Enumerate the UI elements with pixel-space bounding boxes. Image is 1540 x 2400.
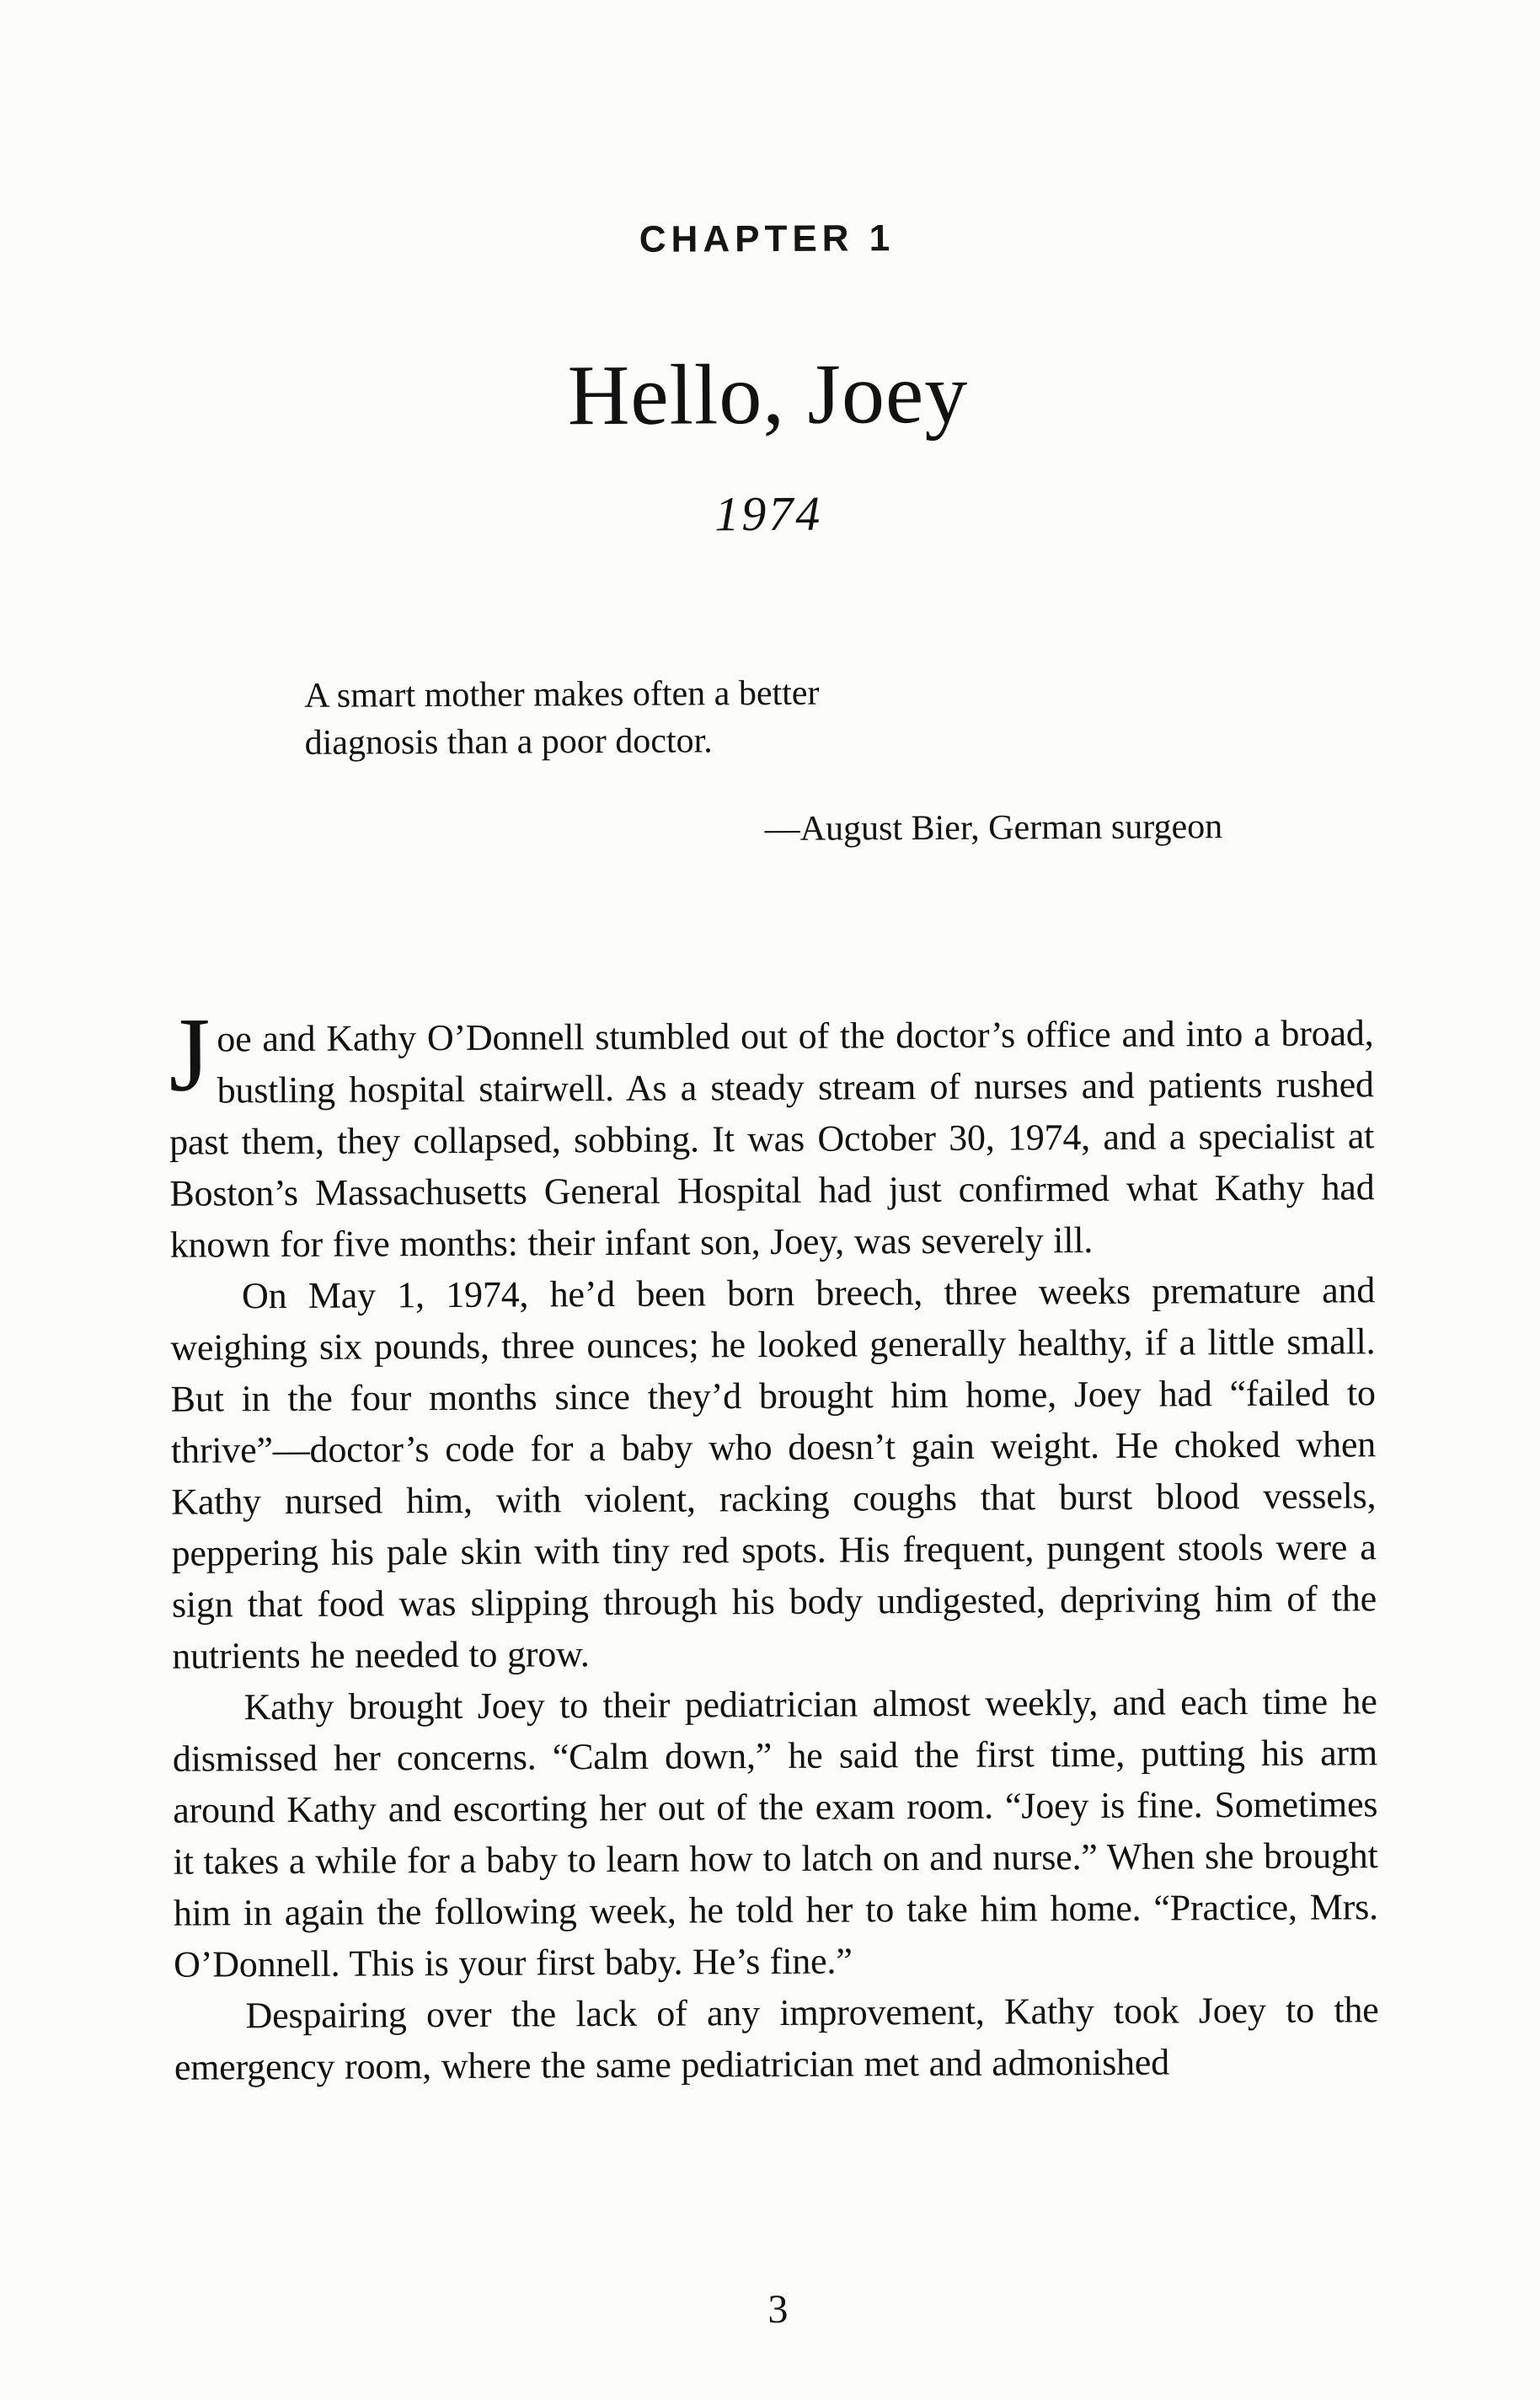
chapter-label: CHAPTER 1 — [639, 217, 896, 260]
paragraph-4: Despairing over the lack of any improvement, Kathy took Joey to the emergency room, where the same pediatrician met and admonished — [174, 1989, 1379, 2088]
paragraph-3: Kathy brought Joey to their pediatrician almost weekly, and each time he dismissed her concerns. “Calm down,” he said the first time, putting his arm around Kathy and escorting her out of the exam room. “Joey is fine. Sometimes it takes a while for a baby to learn how to latch on and nurse.” When she brought him in again the following week, he told her to take him home. “Practice, Mrs. O’Donnell. This is your first baby. He’s fine.” — [172, 1680, 1379, 1985]
paragraph-2: On May 1, 1974, he’d been born breech, three weeks premature and weighing six pounds, three ounces; he looked generally healthy, if a little small. But in the four months since they’d brought him home, Joey had “failed to thrive”—doctor’s code for a baby who doesn’t gain weight. He choked when Kathy nursed him, with violent, racking coughs that burst blood vessels, peppering his pale skin with tiny red spots. His frequent, pungent stools were a sign that food was slipping through his body undigested, depriving him of the nutrients he needed to grow. — [170, 1269, 1377, 1677]
body-text — [168, 996, 1379, 2092]
drop-cap: J — [168, 996, 211, 1114]
page-number: 3 — [767, 2286, 789, 2333]
epigraph-attribution: —August Bier, German surgeon — [764, 807, 1223, 849]
epigraph: A smart mother makes often a better diagnosis than a poor doctor. — [304, 673, 820, 763]
paragraph-1 — [168, 996, 1375, 1270]
chapter-title: Hello, Joey — [567, 346, 969, 444]
paragraph-1-text: oe and Kathy O’Donnell stumbled out of the doctor’s office and into a broad, bustling hospital stairwell. As a steady stream of nurses and patients rushed past them, they collapsed, sobbing. It was October 30, 1974, and a specialist at Boston’s Massachusetts General Hospital had just confirmed what Kathy had known for five months: their infant son, Joey, was severely ill. — [168, 1012, 1375, 1266]
text-column — [163, 0, 1379, 2333]
chapter-year: 1974 — [714, 485, 823, 542]
